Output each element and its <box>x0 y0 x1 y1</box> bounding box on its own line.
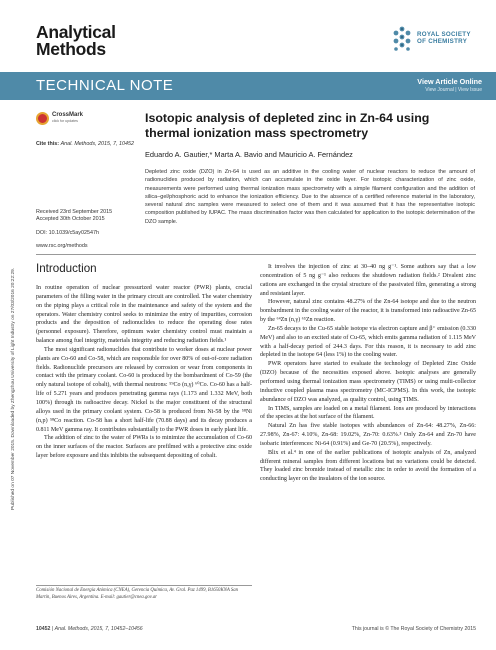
paragraph: In routine operation of nuclear pressurized water reactor (PWR) plants, crucial parameters of the filling water in the primary circuit are controlled. The water chemistry on the piping plays a critical role in the maintenance and safety of the system and the operators. Water chemistry control seeks to minimize the entry of impurities, corrosion products and the deposition of radionuclides to reduce the operating dose rates (personnel exposure). Therefore, optimum water chemistry control must maintain a balance among fuel integrity, materials integrity and reducing radiation fields.¹ <box>36 285 252 345</box>
paragraph: The most significant radionuclides that contribute to worker doses at nuclear power plants are Co-60 and Co-58, which are responsible for over 80% of out-of-core radiation fields. Radionuclide precursors are released by corrosion or wear from components in contact with the primary coolant. Co-60 is produced by the bombardment of Co-59 (the only natural isotope of cobalt), with thermal neutrons: ⁵⁹Co (n,γ) ⁶⁰Co. Co-60 has a half-life of 5.271 years and produces penetrating gamma rays (1.173 and 1.332 MeV, both 100%) through its radioactive decay. Nickel is the major constituent of the structural alloys used in the primary coolant system. Co-58 is produced from Ni-58 by the ⁵⁸Ni (n,p) ⁵⁸Co reaction. Co-58 has a short half-life (70.88 days) and its decay produces a 0.811 MeV gamma ray. It contributes substantially to the PWR doses in early plant life. <box>36 346 252 433</box>
article-type-banner <box>0 72 496 100</box>
page-number: 10452 <box>36 626 51 632</box>
footer-citation: 10452 | Anal. Methods, 2015, 7, 10452–10456 <box>36 626 143 632</box>
crossmark-badge[interactable] <box>36 111 96 127</box>
footer-copyright: This journal is © The Royal Society of Chemistry 2015 <box>351 626 476 632</box>
article-type-label: TECHNICAL NOTE <box>36 77 174 94</box>
section-heading-introduction: Introduction <box>36 262 97 275</box>
journal-title-line2: Methods <box>36 39 106 59</box>
rsc-hexagon-icon <box>387 24 417 54</box>
rsc-name <box>417 31 471 45</box>
author-list: Eduardo A. Gautier,* Marta A. Bavio and Mauricio A. Fernández <box>145 150 353 159</box>
abstract: Depleted zinc oxide (DZO) in Zn-64 is used as an additive in the cooling water of nuclear reactors to reduce the amount of radionuclides produced by radiation, which can accumulate in the oxide layer. For isotopic characterization of zinc oxide, measurements were performed using thermal ionization mass spectrometry with a simple filament configuration and the addition of silica–gel/phosphoric acid to enhance the ionization efficiency. Due to the absence of a certified reference material in the laboratory, several natural zinc samples were measured to select one of them and it was assumed that it has the representative isotopic composition published by IUPAC. The mass discrimination factor was then calculated for application to the isotopic determination of the DZO sample. <box>145 169 475 225</box>
paragraph: It involves the injection of zinc at 30–40 ng g⁻¹. Some authors say that a low concentration of 5 ng g⁻¹ also reduces the shutdown radiation fields.² Divalent zinc cations are exchanged in the crystal structure of the passivated film, generating a strong and resistant layer. <box>260 264 476 297</box>
view-journal-issue-links[interactable]: View Journal | View Issue <box>425 87 482 93</box>
body-column-right <box>260 263 476 484</box>
paragraph: PWR operators have started to evaluate the technology of Depleted Zinc Oxide (DZO) because of the necessities exposed above. Isotopic analyses are generally performed using thermal ionization mass spectrometry (TIMS) or using multi-collector inductive coupled plasma mass spectrometry (MC-ICPMS). In this work, the isotopic abundance of DZO was analyzed, as quality control, using TIMS. <box>260 361 476 403</box>
citation-line <box>36 141 134 147</box>
cite-ref: Anal. Methods, 2015, 7, 10452 <box>60 141 134 147</box>
doi-link[interactable]: DOI: 10.1039/c5ay02547h <box>36 230 99 236</box>
journal-title-line1: Analytical <box>36 22 116 42</box>
rsc-name-line2: OF CHEMISTRY <box>417 38 468 45</box>
view-article-online-link[interactable]: View Article Online <box>417 77 482 86</box>
paragraph: The addition of zinc to the water of PWRs is to minimize the accumulation of Co-60 on the inner surfaces of the reactor. Surfaces are prefilmed with a protective zinc oxide layer before exposure and this inhibits the subsequent depositing of cobalt. <box>36 435 252 460</box>
crossmark-label: CrossMark <box>52 112 84 118</box>
cite-prefix: Cite this: <box>36 141 60 147</box>
paragraph: Blix et al.⁴ in one of the earlier publications of isotopic analysis of Zn, analyzed different mineral samples from different locations but no variations could be detected. They loaded zinc bromide instead of metallic zinc in order to avoid the formation of a conducting layer on the insulators of the ion source. <box>260 449 476 483</box>
rsc-name-line1: ROYAL SOCIETY <box>417 31 471 38</box>
affiliation-footnote: Comisión Nacional de Energía Atómica (CNEA), Gerencia Química, Av. Gral. Paz 1499, B1650KNA San Martín, Buenos Aires, Argentina. E-mail: gautier@cnea.gov.ar <box>36 588 239 600</box>
article-title: Isotopic analysis of depleted zinc in Zn-64 using thermal ionization mass spectrometry <box>145 111 430 140</box>
body-column-left <box>36 284 252 461</box>
download-side-note <box>2 150 16 510</box>
accepted-date: Accepted 30th October 2015 <box>36 216 105 223</box>
article-dates <box>36 209 136 223</box>
header-divider <box>36 254 476 255</box>
paragraph: However, natural zinc contains 48.27% of the Zn-64 isotope and due to the neutron bombardment in the cooling water of the reactor, it is transformed into radioactive Zn-65 by the ⁶⁴Zn (n,γ) ⁶⁵Zn reaction. <box>260 299 476 324</box>
journal-title[interactable] <box>36 24 116 58</box>
footnote-divider <box>36 585 252 586</box>
download-note-text: Published on 07 November 2015. Downloaded by Zhengzhou University of Light Industry on 27/03/2016 20:22:29. <box>11 267 16 510</box>
journal-website-link[interactable]: www.rsc.org/methods <box>36 243 88 249</box>
paragraph: Zn-65 decays to the Cu-65 stable isotope via electron capture and β⁺ emission (0.330 MeV) and also to an excited state of Cu-65, which emits gamma radiation of 1.115 MeV with a half-decay period of 244.3 days. For this reason, it is necessary to add zinc depleted in the isotope 64 (less 1%) to the cooling water. <box>260 325 476 359</box>
received-date: Received 23rd September 2015 <box>36 209 113 215</box>
footer-cite: Anal. Methods, 2015, 7, 10452–10456 <box>54 626 143 632</box>
rsc-logo[interactable] <box>387 22 477 58</box>
paragraph: In TIMS, samples are loaded on a metal filament. Ions are produced by interactions of the species at the hot surface of the filament. <box>260 405 476 421</box>
crossmark-icon <box>36 112 49 125</box>
crossmark-sub: click for updates <box>52 119 78 123</box>
paragraph: Natural Zn has five stable isotopes with abundances of Zn-64: 48.27%, Zn-66: 27.98%, Zn-67: 4.10%, Zn-68: 19.02%, Zn-70: 0.63%.³ Only Zn-64 and Zn-70 have isobaric interferences: Ni-64 (0.91%) and Ge-70 (20.5%), respectively. <box>260 423 476 447</box>
